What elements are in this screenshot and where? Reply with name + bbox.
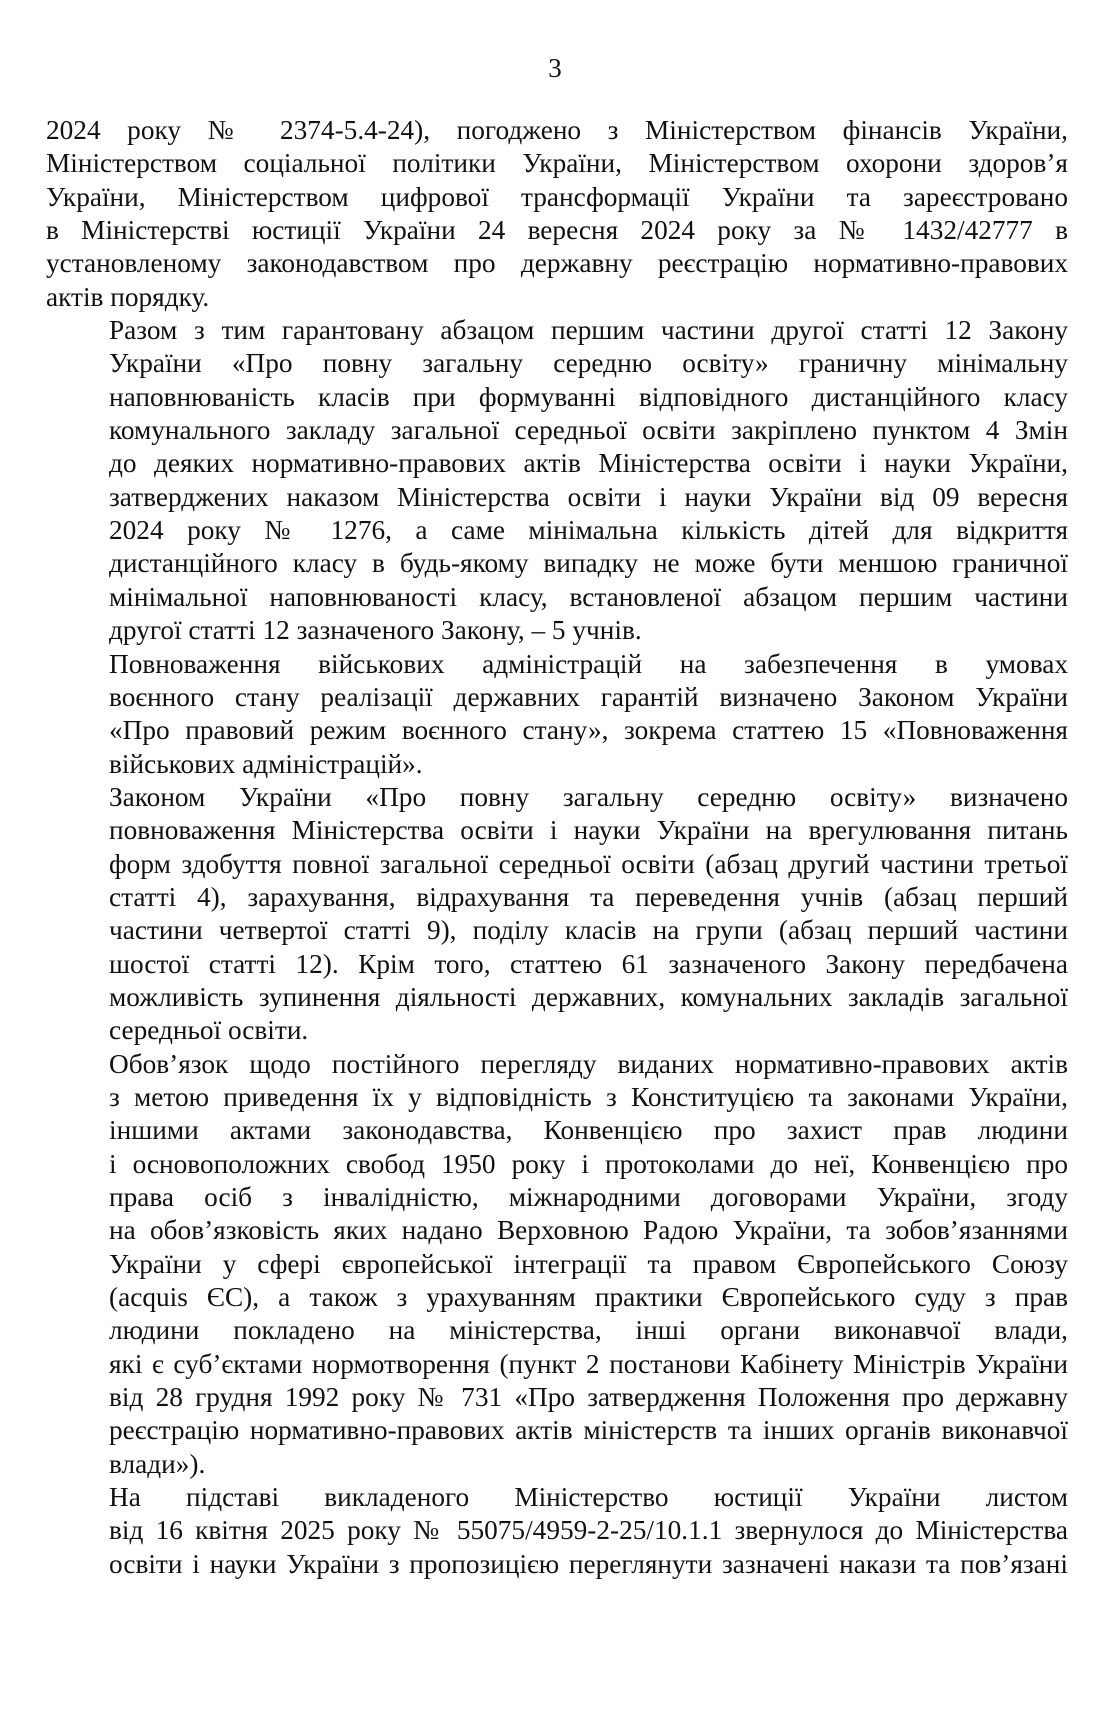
text-line: 2024 року № 2374-5.4-24), погоджено з Міністерством фінансів України,: [46, 115, 1068, 145]
text-line: 2024 року № 1276, а саме мінімальна кількість дітей для відкриття: [109, 515, 1068, 546]
text-line: (acquis ЄС), а також з урахуванням практики Європейського суду з прав: [109, 1282, 1068, 1313]
text-line: Разом з тим гарантовану абзацом першим частини другої статті 12 Закону: [109, 315, 1068, 346]
text-line: можливість зупинення діяльності державних, комунальних закладів загальної: [109, 981, 1068, 1012]
text-line: на обов’язковість яких надано Верховною Радою України, та зобов’язаннями: [109, 1215, 1068, 1246]
text-line: другої статті 12 зазначеного Закону, – 5 учнів.: [109, 615, 642, 646]
paragraph: [46, 314, 1068, 647]
text-line: шостої статті 12). Крім того, статтею 61 зазначеного Закону передбачена: [109, 948, 1068, 979]
text-line: і основоположних свобод 1950 року і протоколами до неї, Конвенцією про: [109, 1148, 1068, 1179]
text-line: «Про правовий режим воєнного стану», зокрема статтею 15 «Повноваження: [109, 715, 1068, 746]
text-line: з метою приведення їх у відповідність з Конституцією та законами України,: [109, 1081, 1068, 1112]
document-body: [46, 114, 1068, 1581]
paragraph: [46, 114, 1068, 314]
text-line: середньої освіти.: [109, 1015, 309, 1046]
paragraph: [46, 781, 1068, 1048]
text-line: форм здобуття повної загальної середньої освіти (абзац другий частини третьої: [109, 848, 1068, 879]
text-line: установленому законодавством про державну реєстрацію нормативно-правових: [46, 248, 1068, 279]
text-line: до деяких нормативно-правових актів Міністерства освіти і науки України,: [109, 448, 1068, 479]
text-line: від 28 грудня 1992 року № 731 «Про затвердження Положення про державну: [109, 1382, 1068, 1413]
paragraph: [46, 1048, 1068, 1481]
text-line: влади»).: [109, 1448, 206, 1479]
text-line: комунального закладу загальної середньої освіти закріплено пунктом 4 Змін: [109, 415, 1068, 446]
text-line: воєнного стану реалізації державних гарантій визначено Законом України: [109, 681, 1068, 712]
text-line: дистанційного класу в будь-якому випадку не може бути меншою граничної: [109, 548, 1068, 579]
page-number: 3: [548, 53, 562, 83]
text-line: України «Про повну загальну середню освіту» граничну мінімальну: [109, 348, 1068, 379]
paragraph: [46, 1481, 1068, 1581]
paragraph: [46, 648, 1068, 781]
text-line: військових адміністрацій».: [109, 748, 423, 779]
text-line: Міністерством соціальної політики України, Міністерством охорони здоров’я: [46, 148, 1068, 179]
text-line: в Міністерстві юстиції України 24 вересня 2024 року за № 1432/42777 в: [46, 215, 1068, 246]
text-line: які є суб’єктами нормотворення (пункт 2 постанови Кабінету Міністрів України: [109, 1348, 1068, 1379]
text-line: Обов’язок щодо постійного перегляду виданих нормативно-правових актів: [109, 1048, 1068, 1079]
text-line: повноваження Міністерства освіти і науки України на врегулювання питань: [109, 815, 1068, 846]
text-line: Повноваження військових адміністрацій на забезпечення в умовах: [109, 648, 1068, 679]
text-line: актів порядку.: [46, 281, 210, 312]
text-line: іншими актами законодавства, Конвенцією про захист прав людини: [109, 1115, 1068, 1146]
text-line: права осіб з інвалідністю, міжнародними договорами України, згоду: [109, 1182, 1068, 1212]
text-line: На підставі викладеного Міністерство юстиції України листом: [109, 1482, 1068, 1513]
text-line: людини покладено на міністерства, інші органи виконавчої влади,: [109, 1315, 1068, 1346]
text-line: частини четвертої статті 9), поділу класів на групи (абзац перший частини: [109, 915, 1068, 946]
text-line: реєстрацію нормативно-правових актів міністерств та інших органів виконавчої: [109, 1415, 1068, 1446]
text-line: України у сфері європейської інтеграції та правом Європейського Союзу: [109, 1248, 1068, 1279]
text-line: затверджених наказом Міністерства освіти і науки України від 09 вересня: [109, 481, 1068, 512]
text-line: України, Міністерством цифрової трансформації України та зареєстровано: [46, 181, 1068, 212]
text-line: освіти і науки України з пропозицією переглянути зазначені накази та пов’язані: [109, 1548, 1068, 1579]
text-line: статті 4), зарахування, відрахування та переведення учнів (абзац перший: [109, 881, 1068, 912]
text-line: від 16 квітня 2025 року № 55075/4959-2-25/10.1.1 звернулося до Міністерства: [109, 1515, 1068, 1546]
text-line: Законом України «Про повну загальну середню освіту» визначено: [109, 781, 1068, 812]
text-line: мінімальної наповнюваності класу, встановленої абзацом першим частини: [109, 581, 1068, 612]
text-line: наповнюваність класів при формуванні відповідного дистанційного класу: [109, 381, 1068, 412]
